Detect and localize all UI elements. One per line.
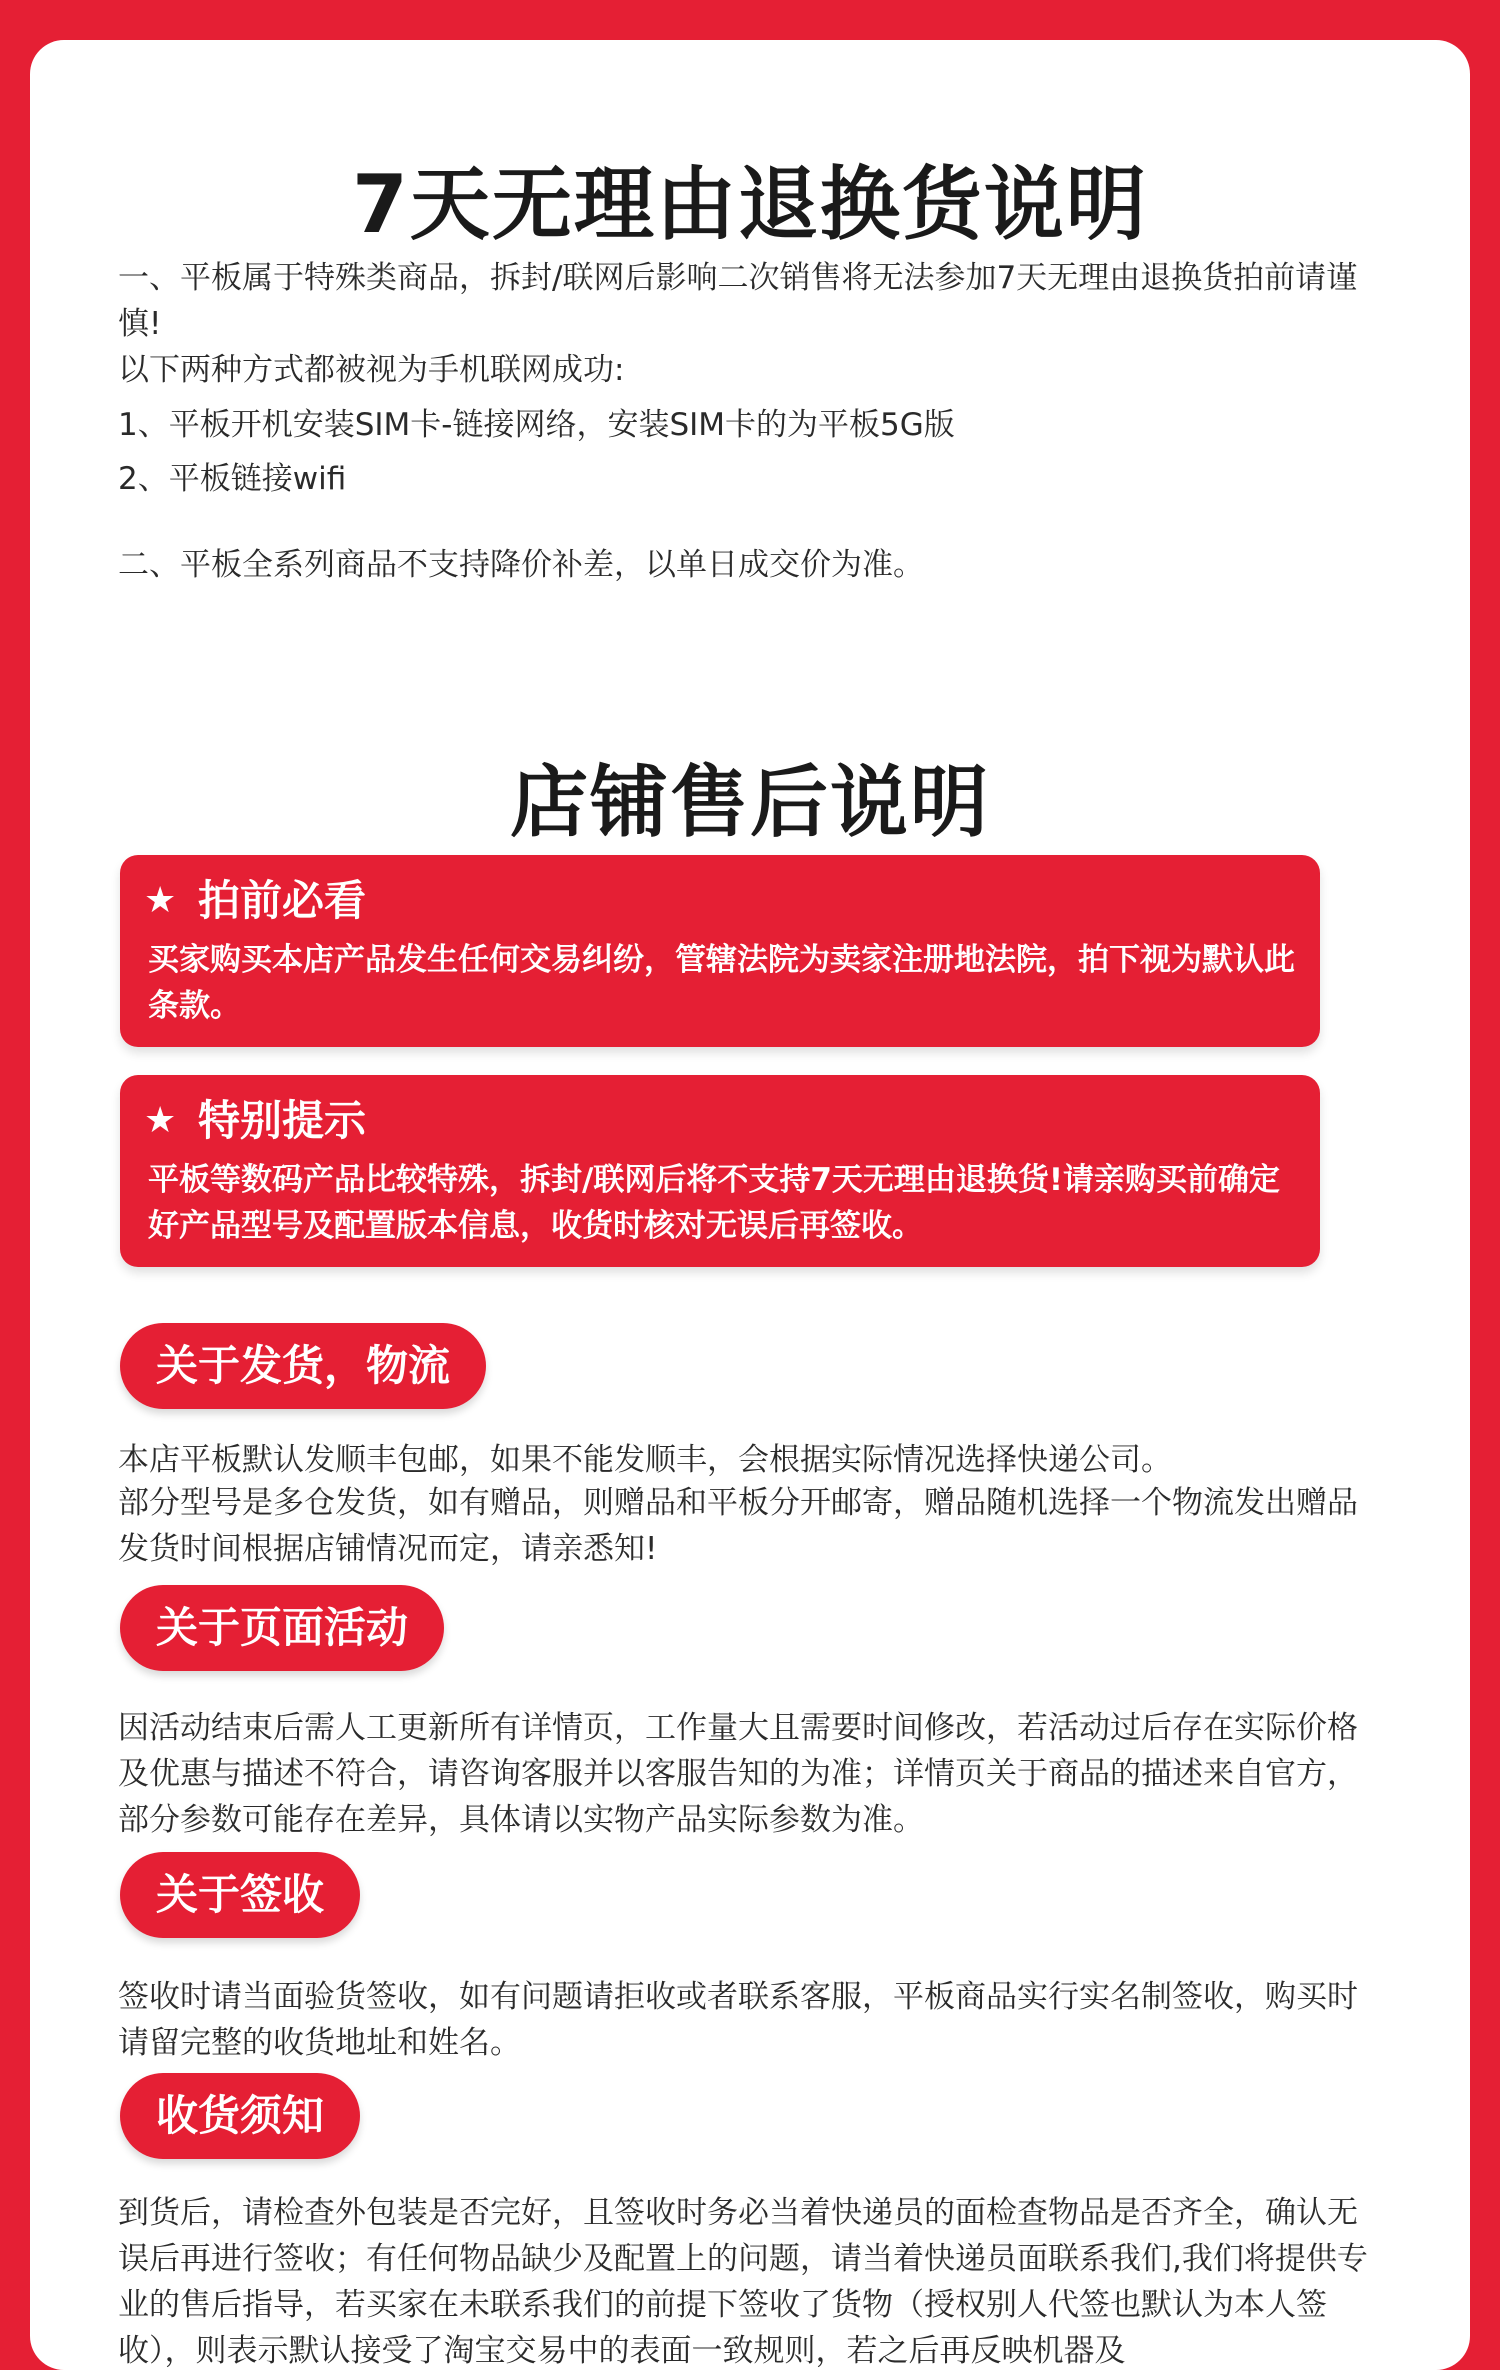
notice-box-heading xyxy=(144,1093,366,1149)
receiving-text: 到货后，请检查外包装是否完好，且签收时务必当着快递员的面检查物品是否齐全，确认无误后再进行签收；有任何物品缺少及配置上的问题，请当着快递员面联系我们,我们将提供专业的售后指导，若买家在未联系我们的前提下签收了货物（授权别人代签也默认为本人签收），则表示默认接受了淘宝交易中的表面一致规则，若之后再反映机器及 xyxy=(118,2195,1368,2369)
notice-heading-label: 特别提示 xyxy=(198,1096,367,1145)
activity-section-label: 关于页面活动 xyxy=(120,1585,444,1671)
notice-heading-label: 拍前必看 xyxy=(198,876,367,925)
notice-box-special-tip xyxy=(120,1075,1320,1267)
policy-item-1: 一、平板属于特殊类商品，拆封/联网后影响二次销售将无法参加7天无理由退换货拍前请谨慎! xyxy=(118,260,1358,342)
shipping-text-2: 部分型号是多仓发货，如有赠品，则赠品和平板分开邮寄，赠品随机选择一个物流发出赠品发货时间根据店铺情况而定，请亲悉知! xyxy=(118,1485,1358,1567)
notice-box-text: 平板等数码产品比较特殊，拆封/联网后将不支持7天无理由退换货!请亲购买前确定好产品型号及配置版本信息，收货时核对无误后再签收。 xyxy=(148,1162,1281,1244)
notice-box-read-before-buy xyxy=(120,855,1320,1047)
signing-section-label: 关于签收 xyxy=(120,1852,360,1938)
notice-box-text: 买家购买本店产品发生任何交易纠纷，管辖法院为卖家注册地法院，拍下视为默认此条款。 xyxy=(148,942,1295,1024)
shipping-section-label: 关于发货，物流 xyxy=(120,1323,486,1409)
policy-method-2: 2、平板链接wifi xyxy=(118,461,347,497)
return-policy-title: 7天无理由退换货说明 xyxy=(352,158,1148,251)
after-sales-title: 店铺售后说明 xyxy=(509,758,990,848)
content-card xyxy=(30,40,1470,2370)
signing-text: 签收时请当面验货签收，如有问题请拒收或者联系客服，平板商品实行实名制签收，购买时请留完整的收货地址和姓名。 xyxy=(118,1979,1358,2061)
policy-item-2: 二、平板全系列商品不支持降价补差，以单日成交价为准。 xyxy=(118,547,924,583)
policy-method-1: 1、平板开机安装SIM卡-链接网络，安装SIM卡的为平板5G版 xyxy=(118,407,955,443)
activity-text: 因活动结束后需人工更新所有详情页，工作量大且需要时间修改，若活动过后存在实际价格及优惠与描述不符合，请咨询客服并以客服告知的为准；详情页关于商品的描述来自官方，部分参数可能存在差异，具体请以实物产品实际参数为准。 xyxy=(118,1710,1358,1838)
star-icon: ★ xyxy=(144,880,177,921)
shipping-text-1: 本店平板默认发顺丰包邮，如果不能发顺丰，会根据实际情况选择快递公司。 xyxy=(118,1442,1172,1478)
receiving-section-label: 收货须知 xyxy=(120,2073,360,2159)
star-icon: ★ xyxy=(144,1100,177,1141)
notice-box-heading xyxy=(144,873,366,929)
policy-intro: 以下两种方式都被视为手机联网成功: xyxy=(118,352,625,388)
